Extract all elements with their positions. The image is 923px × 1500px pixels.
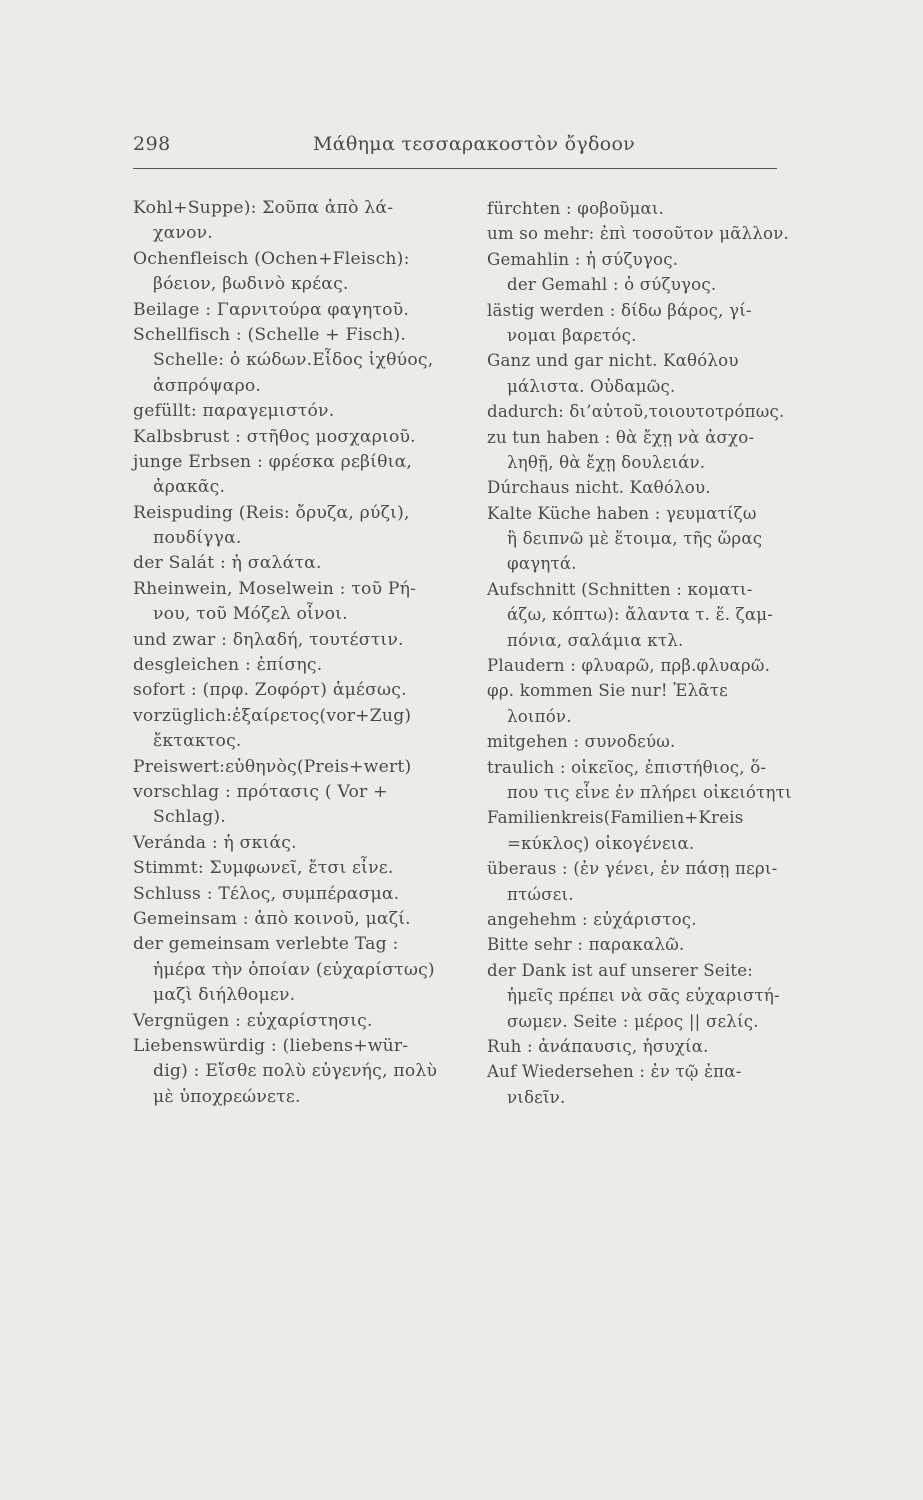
text-line: überaus : (ἐν γένει, ἐν πάσῃ περι-: [487, 859, 778, 879]
page-header: [133, 133, 777, 163]
text-line: Ochenfleisch (Ochen+Fleisch):: [133, 248, 410, 269]
text-line: πουδίγγα.: [153, 528, 242, 549]
text-line: πόνια, σαλάμια κτλ.: [507, 630, 684, 650]
text-line: Aufschnitt (Schnitten : κοματι-: [487, 579, 753, 599]
text-line: ἡμεῖς πρέπει νὰ σᾶς εὐχαριστή-: [507, 986, 780, 1006]
text-line: άζω, κόπτω): ἄλαντα τ. ἕ. ζαμ-: [507, 605, 774, 625]
text-line: μάλιστα. Οὐδαμῶς.: [507, 376, 676, 396]
text-line: Beilage : Γαρνιτούρα φαγητοῦ.: [133, 299, 410, 320]
running-title: Μάθημα τεσσαρακοστὸν ὄγδοον: [313, 133, 636, 155]
text-line: Bitte sehr : παρακαλῶ.: [487, 935, 685, 955]
text-line: mitgehen : συνοδεύω.: [487, 732, 676, 752]
text-line: =κύκλος) οἰκογένεια.: [507, 833, 695, 853]
left-column: [133, 196, 465, 1110]
text-line: Plaudern : φλυαρῶ, πρβ.φλυαρῶ.: [487, 656, 771, 676]
text-line: Schlag).: [153, 807, 226, 828]
text-line: σωμεν. Seite : μέρος || σελίς.: [507, 1011, 759, 1031]
text-line: Dúrchaus nicht. Καθόλου.: [487, 478, 711, 498]
text-line: Schellfisch : (Schelle + Fisch).: [133, 324, 407, 345]
text-line: Kalbsbrust : στῆθος μοσχαριοῦ.: [133, 426, 416, 447]
text-line: πτώσει.: [507, 884, 574, 904]
text-line: fürchten : φοβοῦμαι.: [487, 199, 665, 218]
text-line: ληθῇ, θὰ ἔχῃ δουλειάν.: [507, 452, 706, 472]
text-line: gefüllt: παραγεμιστόν.: [133, 401, 335, 422]
page-number: 298: [133, 133, 171, 155]
text-line: angehehm : εὐχάριστος.: [487, 909, 697, 929]
text-line: μαζὶ διήλθομεν.: [153, 985, 296, 1006]
text-line: ἢ δειπνῶ μὲ ἕτοιμα, τῆς ὥρας: [507, 529, 763, 549]
text-line: ἀρακᾶς.: [153, 477, 226, 498]
text-line: νομαι βαρετός.: [507, 325, 637, 345]
text-line: φαγητά.: [507, 554, 577, 574]
text-line: zu tun haben : θὰ ἔχῃ νὰ ἀσχο-: [487, 427, 755, 447]
text-line: Reispuding (Reis: ὄρυζα, ρύζι),: [133, 502, 410, 523]
text-line: Liebenswürdig : (liebens+wür-: [133, 1035, 409, 1056]
text-line: vorschlag : πρότασις ( Vor +: [133, 781, 388, 802]
text-line: desgleichen : ἐπίσης.: [133, 655, 323, 676]
text-line: φρ. kommen Sie nur! Ἐλᾶτε: [487, 681, 728, 701]
text-line: Auf Wiedersehen : ἐν τῷ ἐπα-: [487, 1062, 742, 1082]
text-line: Vergnügen : εὐχαρίστησις.: [133, 1010, 373, 1031]
text-line: der Gemahl : ὁ σύζυγος.: [507, 275, 717, 295]
text-line: dadurch: δι’αὐτοῦ,τοιουτοτρόπως.: [487, 402, 785, 422]
text-line: der Dank ist auf unserer Seite:: [487, 960, 754, 980]
text-line: Kalte Küche haben : γευματίζω: [487, 503, 757, 523]
text-line: Veránda : ἡ σκιάς.: [133, 832, 297, 853]
text-line: Gemeinsam : ἀπὸ κοινοῦ, μαζί.: [133, 908, 411, 929]
text-line: traulich : οἰκεῖος, ἐπιστήθιος, ὅ-: [487, 757, 767, 777]
text-line: Ruh : ἀνάπαυσις, ἡσυχία.: [487, 1036, 709, 1056]
text-line: ἔκτακτος.: [153, 731, 242, 752]
text-line: vorzüglich:ἐξαίρετος(vor+Zug): [133, 705, 412, 726]
text-line: Schluss : Τέλος, συμπέρασμα.: [133, 883, 400, 904]
text-line: μὲ ὑποχρεώνετε.: [153, 1086, 301, 1107]
text-line: Familienkreis(Familien+Kreis: [487, 808, 744, 828]
right-column: [487, 196, 792, 1110]
text-line: νιδεῖν.: [507, 1087, 566, 1107]
text-line: Preiswert:εὐθηνὸς(Preis+wert): [133, 756, 412, 777]
text-line: ἡμέρα τὴν ὁποίαν (εὐχαρίστως): [153, 959, 435, 980]
text-line: und zwar : δηλαδή, τουτέστιν.: [133, 629, 404, 650]
text-line: sofort : (πρφ. Ζοφόρτ) ἀμέσως.: [133, 680, 407, 701]
text-line: που τις εἶνε ἐν πλήρει οἰκειότητι: [507, 782, 792, 802]
text-line: um so mehr: ἐπὶ τοσοῦτον μᾶλλον.: [487, 224, 789, 244]
text-line: dig) : Εἴσθε πολὺ εὐγενής, πολὺ: [153, 1061, 438, 1082]
text-line: Gemahlin : ἡ σύζυγος.: [487, 249, 679, 269]
text-line: βόειον, βωδινὸ κρέας.: [153, 274, 349, 295]
header-rule: [133, 168, 777, 169]
text-line: λοιπόν.: [507, 706, 572, 726]
text-line: der Salát : ἡ σαλάτα.: [133, 553, 322, 574]
text-line: junge Erbsen : φρέσκα ρεβίθια,: [133, 451, 413, 472]
text-line: Stimmt: Συμφωνεῖ, ἔτσι εἶνε.: [133, 858, 394, 879]
text-line: Ganz und gar nicht. Καθόλου: [487, 351, 739, 371]
text-line: Rheinwein, Moselwein : τοῦ Ρή-: [133, 578, 417, 599]
text-line: Kohl+Suppe): Σοῦπα ἀπὸ λά-: [133, 198, 394, 218]
text-line: ἀσπρόψαρο.: [153, 375, 262, 396]
text-line: χανον.: [153, 223, 213, 244]
text-line: lästig werden : δίδω βάρος, γί-: [487, 300, 752, 320]
text-line: Schelle: ὁ κώδων.Εἶδος ἰχθύος,: [153, 350, 434, 371]
text-line: νου, τοῦ Μόζελ οἶνοι.: [153, 604, 348, 625]
text-line: der gemeinsam verlebte Tag :: [133, 934, 399, 955]
